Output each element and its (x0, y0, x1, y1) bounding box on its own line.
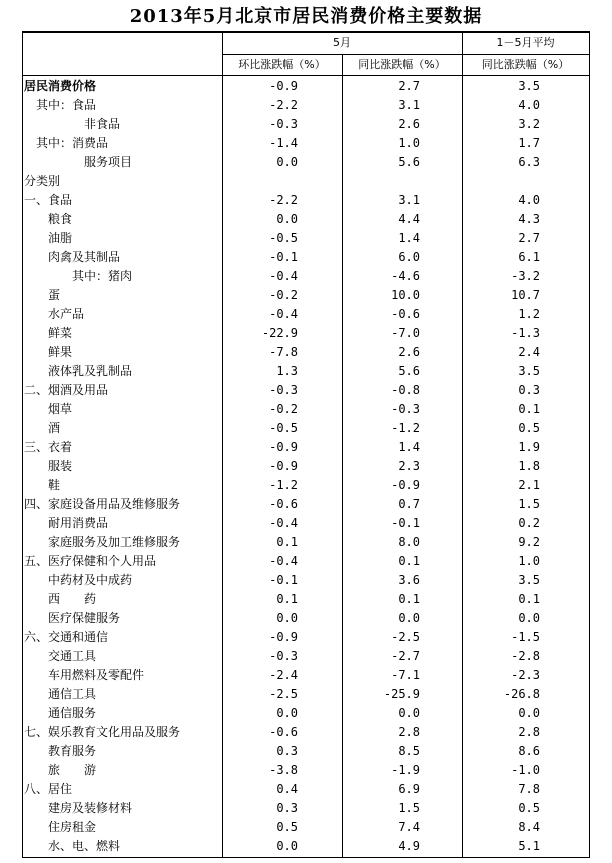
avg-yoy-change-value: 10.7 (511, 288, 540, 302)
row-label: 建房及装修材料 (48, 801, 133, 815)
table-row (0, 685, 612, 704)
row-label: 家庭服务及加工维修服务 (48, 535, 181, 549)
mom-change-value: -2.4 (269, 668, 298, 682)
mom-change-value: 0.1 (276, 592, 298, 606)
avg-yoy-change-value: 1.8 (518, 459, 540, 473)
yoy-change-value: -0.3 (391, 402, 420, 416)
table-row (0, 172, 612, 191)
avg-yoy-change-value: -26.8 (503, 687, 540, 701)
yoy-change-value: 3.6 (398, 573, 420, 587)
row-label: 一、食品 (24, 193, 73, 207)
mom-change-value: -22.9 (261, 326, 298, 340)
table-row (0, 495, 612, 514)
row-label: 分类别 (24, 174, 61, 188)
avg-yoy-change-value: 8.6 (518, 744, 540, 758)
avg-yoy-change-value: 0.1 (518, 402, 540, 416)
yoy-change-value: 1.4 (398, 231, 420, 245)
mom-change-value: 0.3 (276, 801, 298, 815)
table-row (0, 248, 612, 267)
table-row (0, 571, 612, 590)
mom-change-value: -0.9 (269, 630, 298, 644)
yoy-change-value: 10.0 (391, 288, 420, 302)
avg-yoy-change-value: 0.1 (518, 592, 540, 606)
table-row (0, 742, 612, 761)
avg-yoy-change-value: -1.3 (511, 326, 540, 340)
yoy-change-value: 0.1 (398, 592, 420, 606)
avg-yoy-change-value: 1.0 (518, 554, 540, 568)
yoy-change-value: 2.8 (398, 725, 420, 739)
avg-yoy-change-value: 1.7 (518, 136, 540, 150)
mom-change-value: -2.5 (269, 687, 298, 701)
yoy-change-value: 1.0 (398, 136, 420, 150)
row-label: 水、电、燃料 (48, 839, 121, 853)
mom-change-value: -0.6 (269, 725, 298, 739)
yoy-change-value: 0.7 (398, 497, 420, 511)
mom-change-value: -0.3 (269, 383, 298, 397)
mom-change-value: -0.2 (269, 288, 298, 302)
avg-yoy-change-value: -2.3 (511, 668, 540, 682)
row-label: 医疗保健服务 (48, 611, 121, 625)
row-label: 粮食 (48, 212, 73, 226)
mom-change-value: 0.1 (276, 535, 298, 549)
row-label: 八、居住 (24, 782, 73, 796)
row-label: 通信工具 (48, 687, 97, 701)
yoy-change-value: -0.9 (391, 478, 420, 492)
avg-yoy-change-value: 4.3 (518, 212, 540, 226)
yoy-change-value: 5.6 (398, 364, 420, 378)
row-label: 三、衣着 (24, 440, 73, 454)
mom-change-value: -0.4 (269, 307, 298, 321)
mom-change-value: -0.1 (269, 250, 298, 264)
row-label: 其中：食品 (36, 98, 97, 112)
avg-yoy-change-value: -3.2 (511, 269, 540, 283)
row-label: 二、烟酒及用品 (24, 383, 109, 397)
row-label: 旅 游 (48, 763, 97, 777)
row-label: 油脂 (48, 231, 73, 245)
table-row (0, 115, 612, 134)
yoy-change-value: -7.1 (391, 668, 420, 682)
table-row (0, 343, 612, 362)
table-row (0, 761, 612, 780)
row-label: 六、交通和通信 (24, 630, 109, 644)
mom-change-value: -1.4 (269, 136, 298, 150)
group-header-divider (222, 54, 590, 55)
table-row (0, 780, 612, 799)
yoy-change-value: 4.9 (398, 839, 420, 853)
table-row (0, 419, 612, 438)
table-row (0, 229, 612, 248)
avg-yoy-change-value: 7.8 (518, 782, 540, 796)
yoy-change-value: -7.0 (391, 326, 420, 340)
avg-yoy-change-value: 4.0 (518, 98, 540, 112)
row-label: 酒 (48, 421, 61, 435)
yoy-change-value: -4.6 (391, 269, 420, 283)
table-row (0, 400, 612, 419)
avg-yoy-change-value: 3.5 (518, 79, 540, 93)
avg-yoy-change-value: 9.2 (518, 535, 540, 549)
avg-yoy-change-value: 2.8 (518, 725, 540, 739)
avg-yoy-change-value: 3.5 (518, 573, 540, 587)
mom-change-value: 0.0 (276, 706, 298, 720)
table-row (0, 267, 612, 286)
mom-change-value: -0.5 (269, 231, 298, 245)
table-row (0, 818, 612, 837)
yoy-change-value: 5.6 (398, 155, 420, 169)
table-row (0, 552, 612, 571)
mom-change-value: -0.4 (269, 516, 298, 530)
mom-change-value: 0.0 (276, 212, 298, 226)
row-label: 中药材及中成药 (48, 573, 133, 587)
row-label: 四、家庭设备用品及维修服务 (24, 497, 181, 511)
mom-change-value: 0.0 (276, 839, 298, 853)
yoy-change-value: 1.4 (398, 440, 420, 454)
table-row (0, 457, 612, 476)
table-row (0, 609, 612, 628)
mom-change-value: -0.9 (269, 79, 298, 93)
table-row (0, 324, 612, 343)
avg-yoy-change-value: 0.0 (518, 706, 540, 720)
table-row (0, 305, 612, 324)
row-label: 肉禽及其制品 (48, 250, 121, 264)
yoy-change-value: -0.1 (391, 516, 420, 530)
row-label: 西 药 (48, 592, 97, 606)
mom-change-value: -0.1 (269, 573, 298, 587)
yoy-change-value: 8.5 (398, 744, 420, 758)
yoy-change-value: 1.5 (398, 801, 420, 815)
yoy-change-value: -1.9 (391, 763, 420, 777)
mom-change-value: -0.3 (269, 649, 298, 663)
avg-yoy-change-value: 3.5 (518, 364, 540, 378)
yoy-change-value: 7.4 (398, 820, 420, 834)
yoy-change-value: -2.7 (391, 649, 420, 663)
mom-change-value: -0.9 (269, 440, 298, 454)
table-row (0, 191, 612, 210)
yoy-change-value: 2.3 (398, 459, 420, 473)
yoy-change-value: 0.0 (398, 706, 420, 720)
top-border (22, 31, 590, 33)
header-group-may: 5月 (333, 36, 351, 49)
avg-yoy-change-value: -2.8 (511, 649, 540, 663)
table-row (0, 77, 612, 96)
avg-yoy-change-value: 0.5 (518, 801, 540, 815)
yoy-change-value: -0.8 (391, 383, 420, 397)
yoy-change-value: 3.1 (398, 98, 420, 112)
mom-change-value: 1.3 (276, 364, 298, 378)
yoy-change-value: 0.0 (398, 611, 420, 625)
mom-change-value: -1.2 (269, 478, 298, 492)
avg-yoy-change-value: 0.0 (518, 611, 540, 625)
avg-yoy-change-value: 1.2 (518, 307, 540, 321)
row-label: 居民消费价格 (24, 79, 97, 93)
row-label: 水产品 (48, 307, 85, 321)
table-row (0, 476, 612, 495)
mom-change-value: 0.0 (276, 611, 298, 625)
row-label: 服装 (48, 459, 73, 473)
mom-change-value: -0.4 (269, 554, 298, 568)
table-row (0, 286, 612, 305)
avg-yoy-change-value: 3.2 (518, 117, 540, 131)
table-row (0, 533, 612, 552)
yoy-change-value: 2.6 (398, 345, 420, 359)
yoy-change-value: 6.9 (398, 782, 420, 796)
yoy-change-value: 2.6 (398, 117, 420, 131)
row-label: 教育服务 (48, 744, 97, 758)
yoy-change-value: -2.5 (391, 630, 420, 644)
table-row (0, 837, 612, 856)
row-label: 鞋 (48, 478, 61, 492)
header-avg-yoy-change: 同比涨跌幅（%） (481, 58, 570, 71)
mom-change-value: -2.2 (269, 98, 298, 112)
mom-change-value: -3.8 (269, 763, 298, 777)
avg-yoy-change-value: 5.1 (518, 839, 540, 853)
avg-yoy-change-value: 2.7 (518, 231, 540, 245)
row-label: 鲜果 (48, 345, 73, 359)
header-group-jan-may: 1－5月平均 (496, 36, 555, 49)
row-label: 五、医疗保健和个人用品 (24, 554, 157, 568)
row-label: 鲜菜 (48, 326, 73, 340)
mom-change-value: -0.3 (269, 117, 298, 131)
row-label: 耐用消费品 (48, 516, 109, 530)
table-row (0, 210, 612, 229)
avg-yoy-change-value: 0.5 (518, 421, 540, 435)
avg-yoy-change-value: 1.9 (518, 440, 540, 454)
avg-yoy-change-value: 6.1 (518, 250, 540, 264)
mom-change-value: -0.9 (269, 459, 298, 473)
yoy-change-value: 0.1 (398, 554, 420, 568)
row-label: 其中：猪肉 (72, 269, 133, 283)
table-row (0, 647, 612, 666)
header-mom-change: 环比涨跌幅（%） (238, 58, 326, 71)
avg-yoy-change-value: 0.3 (518, 383, 540, 397)
row-label: 其中：消费品 (36, 136, 109, 150)
avg-yoy-change-value: 2.4 (518, 345, 540, 359)
mom-change-value: -0.6 (269, 497, 298, 511)
mom-change-value: 0.3 (276, 744, 298, 758)
table-title: 2013年5月北京市居民消费价格主要数据 (129, 6, 483, 27)
avg-yoy-change-value: 4.0 (518, 193, 540, 207)
table-row (0, 666, 612, 685)
yoy-change-value: 4.4 (398, 212, 420, 226)
table-row (0, 723, 612, 742)
mom-change-value: -7.8 (269, 345, 298, 359)
header-bottom-border (22, 75, 590, 76)
row-label: 液体乳及乳制品 (48, 364, 133, 378)
row-label: 烟草 (48, 402, 73, 416)
row-label: 交通工具 (48, 649, 97, 663)
row-label: 服务项目 (84, 155, 133, 169)
row-label: 非食品 (84, 117, 121, 131)
avg-yoy-change-value: 1.5 (518, 497, 540, 511)
yoy-change-value: 8.0 (398, 535, 420, 549)
mom-change-value: 0.5 (276, 820, 298, 834)
yoy-change-value: 6.0 (398, 250, 420, 264)
row-label: 车用燃料及零配件 (48, 668, 145, 682)
table-row (0, 590, 612, 609)
mom-change-value: -2.2 (269, 193, 298, 207)
mom-change-value: 0.4 (276, 782, 298, 796)
avg-yoy-change-value: 8.4 (518, 820, 540, 834)
table-row (0, 381, 612, 400)
mom-change-value: -0.4 (269, 269, 298, 283)
yoy-change-value: 3.1 (398, 193, 420, 207)
mom-change-value: -0.5 (269, 421, 298, 435)
yoy-change-value: -25.9 (383, 687, 420, 701)
mom-change-value: 0.0 (276, 155, 298, 169)
row-label: 蛋 (48, 288, 61, 302)
table-row (0, 799, 612, 818)
mom-change-value: -0.2 (269, 402, 298, 416)
table-row (0, 628, 612, 647)
avg-yoy-change-value: -1.5 (511, 630, 540, 644)
row-label: 住房租金 (48, 820, 97, 834)
bottom-border (22, 857, 590, 858)
avg-yoy-change-value: 2.1 (518, 478, 540, 492)
avg-yoy-change-value: 6.3 (518, 155, 540, 169)
avg-yoy-change-value: -1.0 (511, 763, 540, 777)
yoy-change-value: 2.7 (398, 79, 420, 93)
avg-yoy-change-value: 0.2 (518, 516, 540, 530)
row-label: 七、娱乐教育文化用品及服务 (24, 725, 181, 739)
row-label: 通信服务 (48, 706, 97, 720)
table-row (0, 514, 612, 533)
table-row (0, 362, 612, 381)
yoy-change-value: -0.6 (391, 307, 420, 321)
table-row (0, 153, 612, 172)
table-row (0, 96, 612, 115)
table-row (0, 134, 612, 153)
table-row (0, 438, 612, 457)
yoy-change-value: -1.2 (391, 421, 420, 435)
header-yoy-change: 同比涨跌幅（%） (358, 58, 446, 71)
table-row (0, 704, 612, 723)
